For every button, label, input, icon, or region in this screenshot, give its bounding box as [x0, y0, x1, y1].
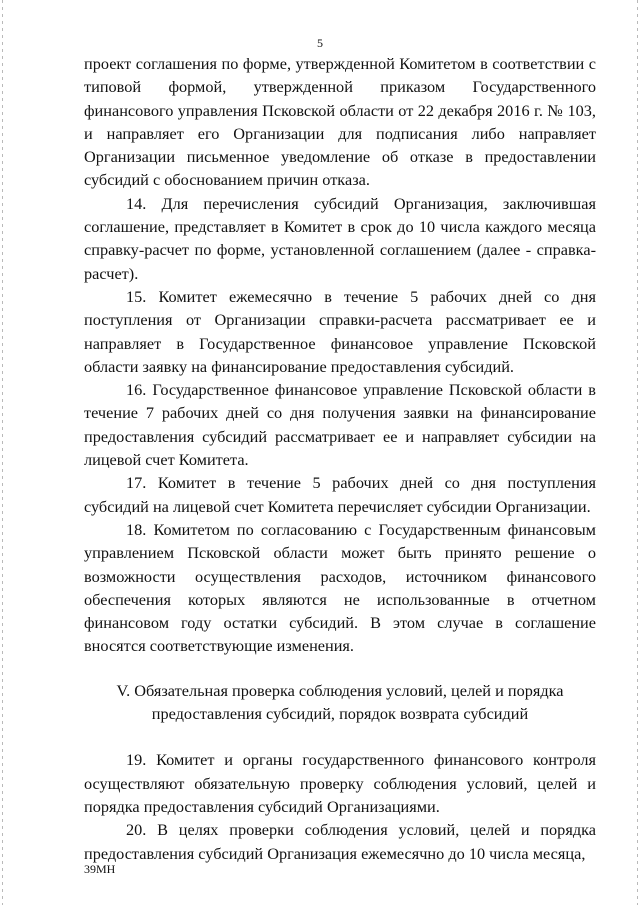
- paragraph-18: 18. Комитетом по согласованию с Государственным финансовым управлением Псковской области может быть принято решение о возможности осуществления расходов, источником финансового обеспечения которых являются не использованные в отчетном финансовом году остатки субсидий. В этом случае в соглашение вносятся соответствующие изменения.: [84, 519, 596, 656]
- paragraph-20: 20. В целях проверки соблюдения условий, целей и порядка предоставления субсидий Организация ежемесячно до 10 числа месяца,: [84, 820, 596, 863]
- paragraph-19: 19. Комитет и органы государственного финансового контроля осуществляют обязательную проверку соблюдения условий, целей и порядка предоставления субсидий Организациями.: [84, 750, 596, 816]
- document-body: [84, 52, 596, 865]
- paragraph-17: 17. Комитет в течение 5 рабочих дней со дня поступления субсидий на лицевой счет Комитета перечисляет субсидии Организации.: [84, 473, 596, 516]
- section-heading-line-1: V. Обязательная проверка соблюдения условий, целей и порядка: [116, 680, 564, 700]
- scan-edge-right: [637, 0, 638, 905]
- section-heading-line-2: предоставления субсидий, порядок возврата субсидий: [151, 704, 529, 724]
- paragraph-14: 14. Для перечисления субсидий Организация, заключившая соглашение, представляет в Комитет в срок до 10 числа каждого месяца справку-расчет по форме, установленной соглашением (далее - справка-расчет).: [84, 193, 596, 283]
- paragraph-continuation: проект соглашения по форме, утвержденной Комитетом в соответствии с типовой формой, утвержденной приказом Государственного финансового управления Псковской области от 22 декабря 2016 г. № 103, и направляет его Организации для подписания либо направляет Организации письменное уведомление об отказе в предоставлении субсидий с обоснованием причин отказа.: [84, 54, 596, 190]
- section-heading: [84, 679, 596, 726]
- footer-document-code: 39МН: [84, 862, 116, 876]
- paragraph-16: 16. Государственное финансовое управление Псковской области в течение 7 рабочих дней со дня получения заявки на финансирование предоставления субсидий рассматривает ее и направляет субсидии на лицевой счет Комитета.: [84, 380, 596, 470]
- page-number: 5: [317, 36, 323, 50]
- scan-edge-left: [2, 0, 3, 905]
- paragraph-15: 15. Комитет ежемесячно в течение 5 рабочих дней со дня поступления от Организации справки-расчета рассматривает ее и направляет в Государственное финансовое управление Псковской области заявку на финансирование предоставления субсидий.: [84, 286, 596, 376]
